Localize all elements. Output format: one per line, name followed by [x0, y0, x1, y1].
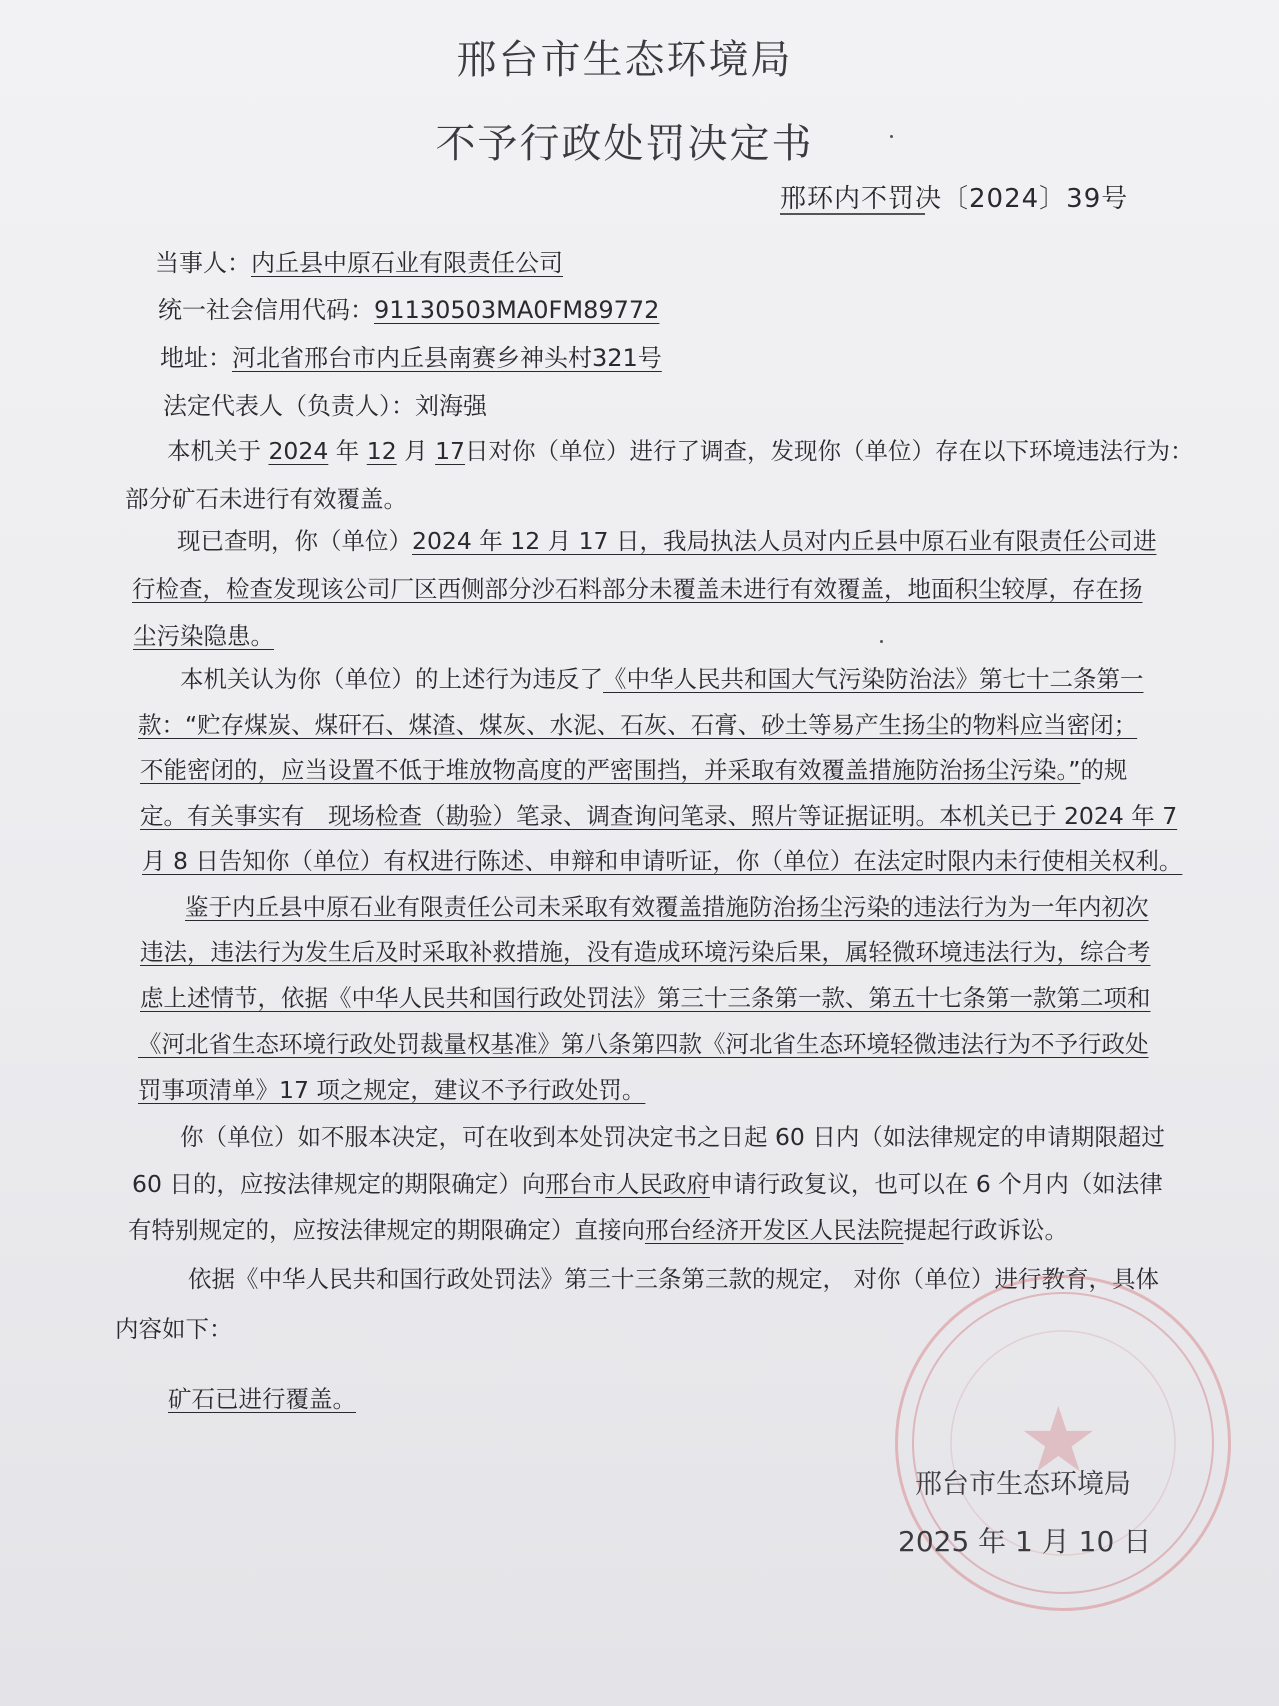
signature-date: 2025 年 1 月 10 日: [898, 1525, 1152, 1558]
investigation-post: 日对你（单位）进行了调查，发现你（单位）存在以下环境违法行为：: [465, 437, 1194, 465]
finding-line-2: 行检查，检查发现该公司厂区西侧部分沙石料部分未覆盖未进行有效覆盖，地面积尘较厚，存在扬: [132, 575, 1143, 603]
review-authority: 邢台市人民政府: [545, 1170, 710, 1198]
appeal-line-2-post: 申请行政复议，也可以在 6 个月内（如法律: [709, 1170, 1163, 1198]
party-label: 当事人：: [155, 249, 251, 277]
appeal-line-2: [132, 1165, 1163, 1199]
official-seal: [895, 1275, 1231, 1611]
violation-line-5: 月 8 日告知你（单位）有权进行陈述、申辩和申请听证，你（单位）在法定时限内未行使相关权利。: [142, 847, 1183, 875]
appeal-line-3: [128, 1211, 1068, 1245]
decision-line-2: 违法，违法行为发生后及时采取补救措施，没有造成环境污染后果，属轻微环境违法行为，综合考: [140, 938, 1151, 966]
finding-line-3: 尘污染隐患。: [133, 622, 274, 650]
document-type-title: 不予行政处罚决定书: [435, 121, 814, 167]
address-row: [160, 338, 662, 373]
violation-line-2: 款：“贮存煤炭、煤矸石、煤渣、煤灰、水泥、石灰、石膏、砂土等易产生扬尘的物料应当密闭；: [138, 711, 1138, 739]
investigation-pre: 本机关于: [167, 437, 269, 465]
investigation-month-unit: 月: [396, 437, 436, 465]
issuer-title: 邢台市生态环境局: [456, 37, 793, 83]
document-number-underline: [780, 213, 925, 215]
decision-line-4: 《河北省生态环境行政处罚裁量权基准》第八条第四款《河北省生态环境轻微违法行为不予行政处: [138, 1030, 1149, 1058]
investigation-line-1: [167, 432, 1194, 466]
signature-organization: 邢台市生态环境局: [915, 1469, 1131, 1500]
education-line-2: 内容如下：: [115, 1315, 233, 1343]
address-value: 河北省邢台市内丘县南赛乡神头村321号: [232, 344, 662, 372]
violation-law: 《中华人民共和国大气污染防治法》第七十二条第一: [603, 665, 1144, 693]
violation-line-3: [140, 751, 1127, 785]
appeal-line-2-pre: 60 日的，应按法律规定的期限确定）向: [132, 1170, 546, 1198]
legal-representative-row: [163, 386, 487, 421]
investigation-year: 2024: [268, 437, 329, 465]
seal-star-icon: ★: [1018, 1388, 1099, 1493]
party-row: [155, 243, 563, 278]
litigation-court: 邢台经济开发区人民法院: [645, 1216, 904, 1244]
document-number: 邢环内不罚决〔2024〕39号: [780, 184, 1129, 214]
violation-quote-end: 不能密闭的，应当设置不低于堆放物高度的严密围挡，并采取有效覆盖措施防治扬尘污染。”: [140, 756, 1081, 784]
investigation-year-unit: 年: [328, 437, 367, 465]
finding-text-1: 2024 年 12 月 17 日，我局执法人员对内丘县中原石业有限责任公司进: [412, 527, 1157, 555]
education-line-1: 依据《中华人民共和国行政处罚法》第三十三条第三款的规定， 对你（单位）进行教育，具体: [188, 1265, 1159, 1293]
decision-line-5: 罚事项清单》17 项之规定，建议不予行政处罚。: [138, 1076, 646, 1104]
investigation-month: 12: [366, 437, 397, 465]
education-content: 矿石已进行覆盖。: [168, 1385, 356, 1413]
appeal-line-3-post: 提起行政诉讼。: [903, 1216, 1068, 1244]
violation-line-1: [180, 660, 1144, 694]
credit-code-row: [158, 290, 659, 325]
investigation-line-2: 部分矿石未进行有效覆盖。: [125, 485, 407, 513]
decision-line-3: 虑上述情节，依据《中华人民共和国行政处罚法》第三十三条第一款、第五十七条第一款第二项和: [140, 984, 1151, 1012]
decision-line-1: 鉴于内丘县中原石业有限责任公司未采取有效覆盖措施防治扬尘污染的违法行为为一年内初次: [185, 893, 1149, 921]
credit-code-value: 91130503MA0FM89772: [374, 296, 660, 324]
investigation-day: 17: [435, 437, 466, 465]
finding-line-1: [177, 522, 1156, 556]
legal-representative-value: 刘海强: [415, 392, 487, 420]
violation-post: 的规: [1080, 756, 1128, 784]
appeal-line-3-pre: 有特别规定的，应按法律规定的期限确定）直接向: [128, 1216, 645, 1244]
credit-code-label: 统一社会信用代码：: [158, 296, 374, 324]
violation-pre: 本机关认为你（单位）的上述行为违反了: [180, 665, 603, 693]
legal-representative-label: 法定代表人（负责人）：: [163, 392, 415, 420]
violation-line-4: 定。有关事实有 现场检查（勘验）笔录、调查询问笔录、照片等证据证明。本机关已于 2024 年 7: [140, 802, 1178, 830]
address-label: 地址：: [160, 344, 232, 372]
appeal-line-1: 你（单位）如不服本决定，可在收到本处罚决定书之日起 60 日内（如法律规定的申请期限超过: [180, 1123, 1165, 1151]
finding-lead: 现已查明，你（单位）: [177, 527, 412, 555]
party-value: 内丘县中原石业有限责任公司: [251, 249, 563, 277]
